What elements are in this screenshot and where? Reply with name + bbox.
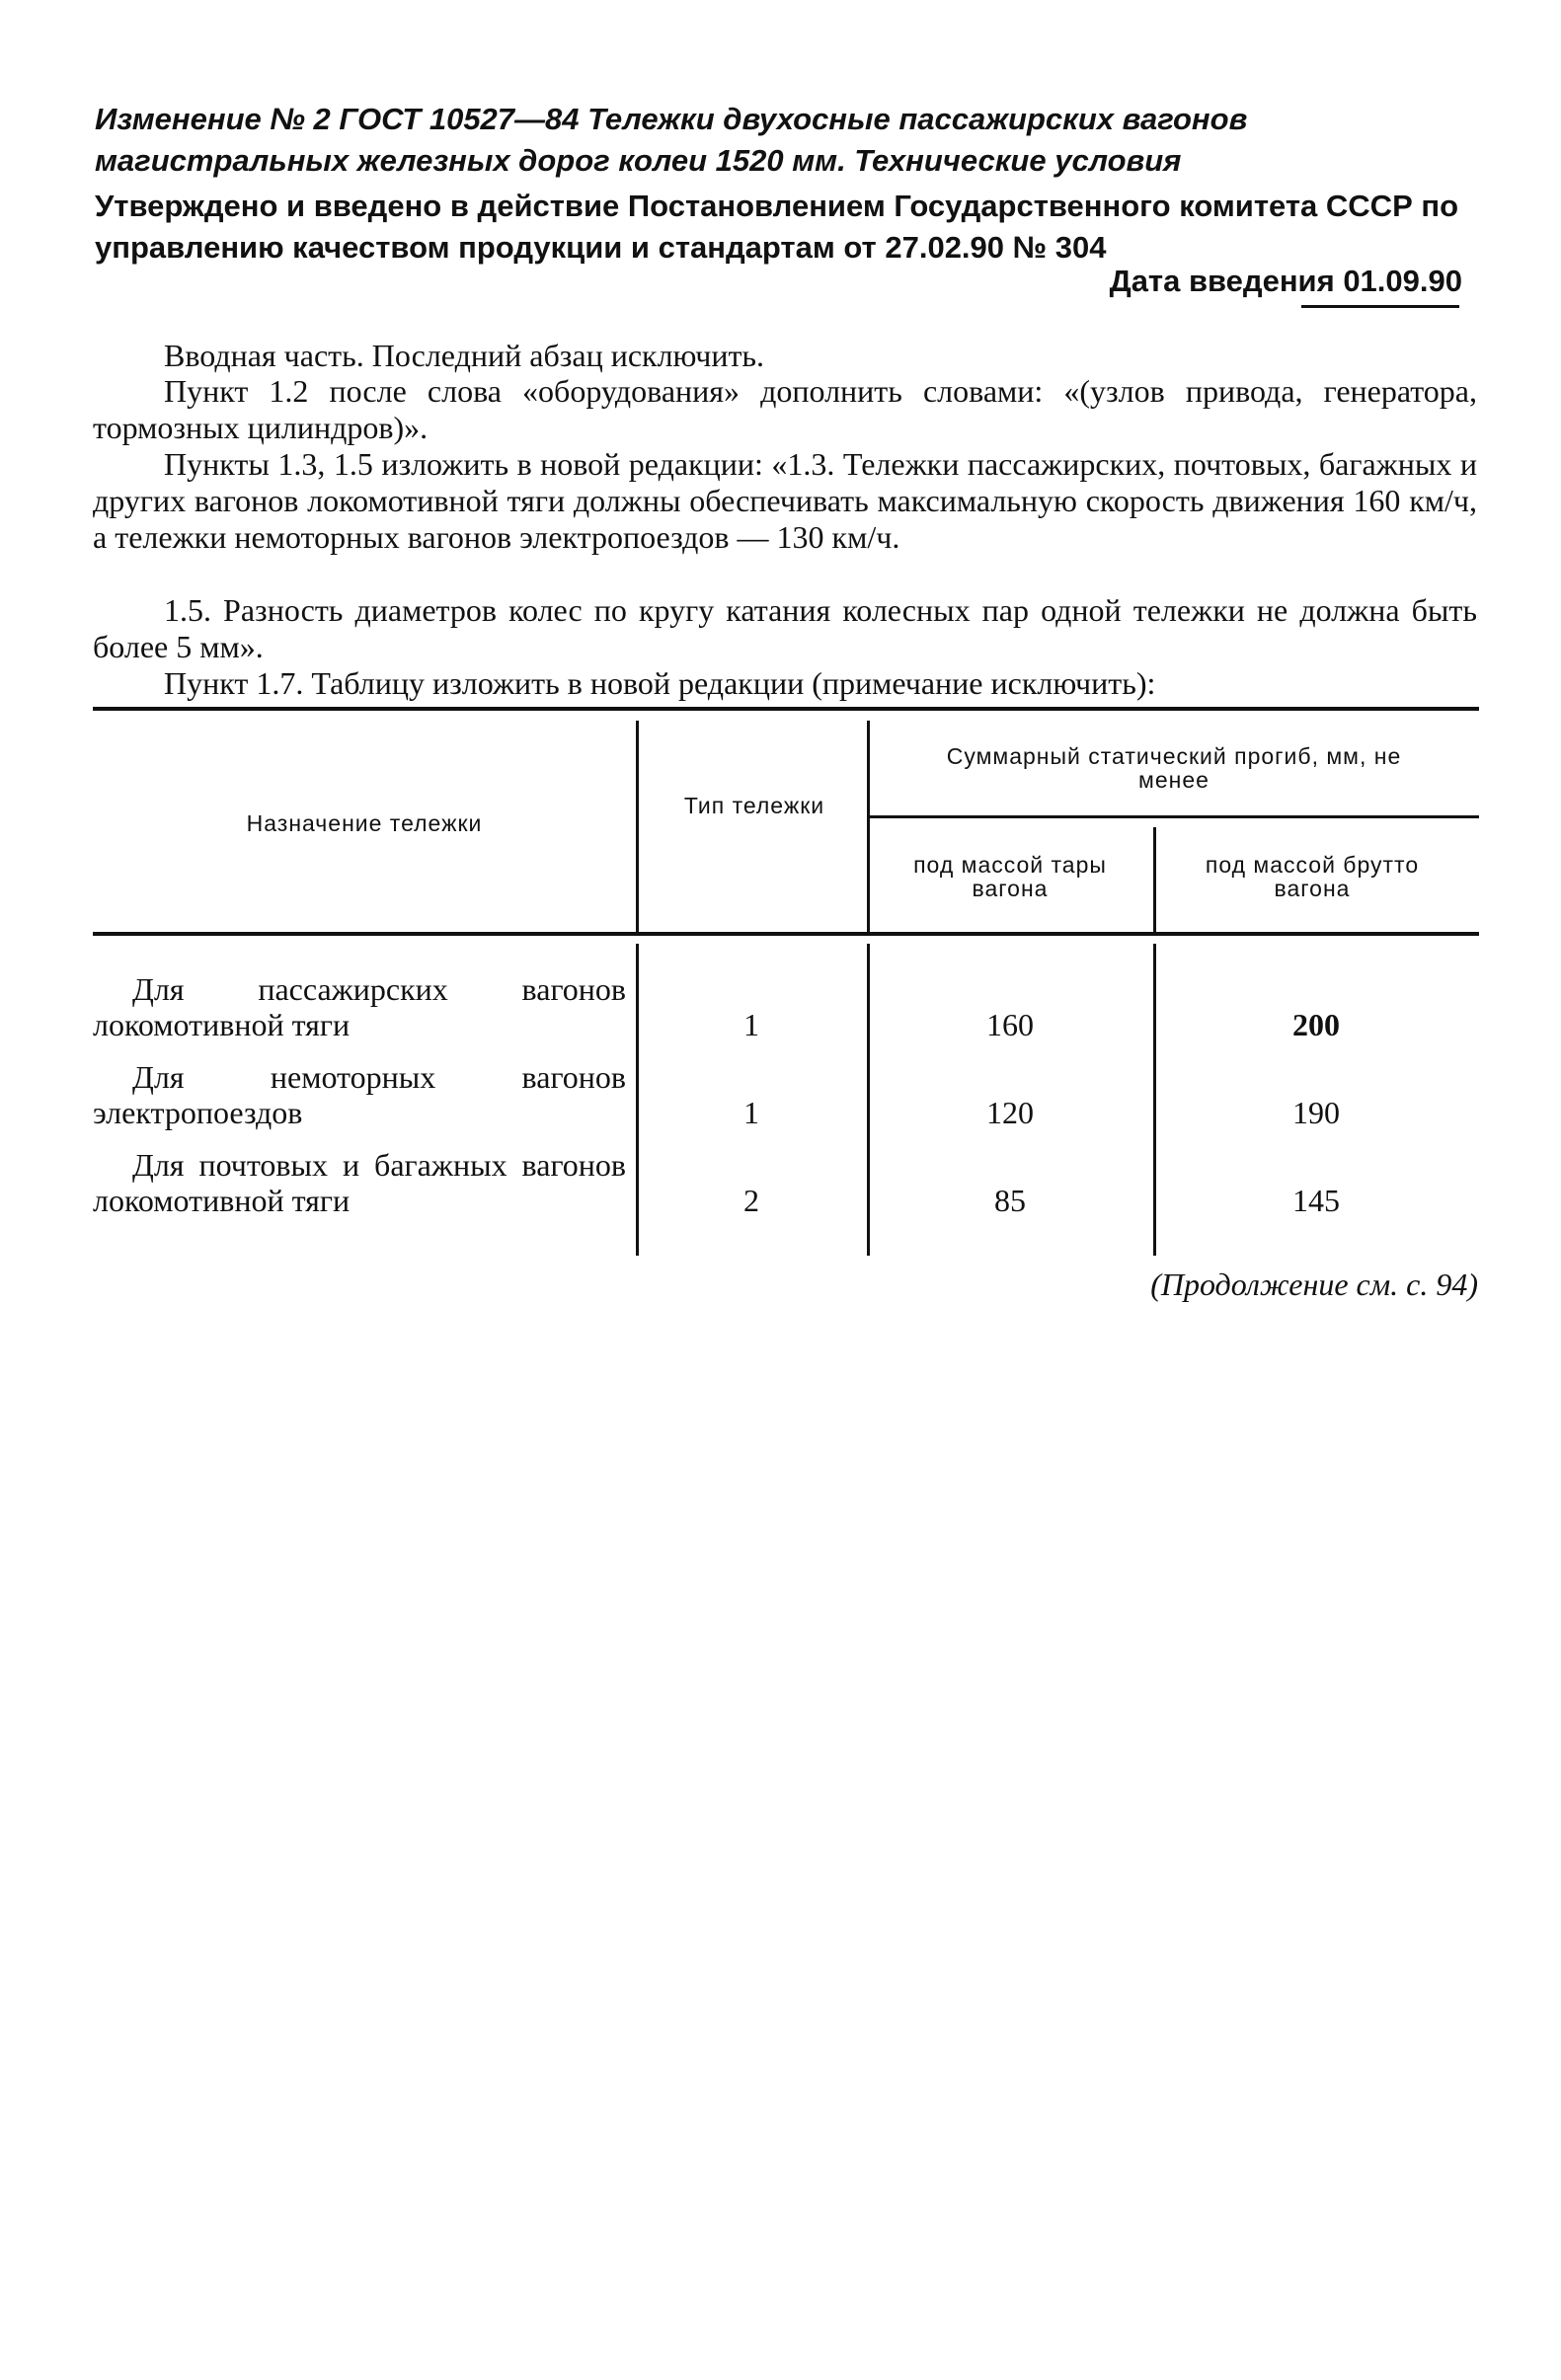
table-subheader-rule bbox=[867, 815, 1479, 818]
amendment-title bbox=[95, 99, 1467, 182]
header-tare: под массой тары вагона bbox=[913, 852, 1107, 901]
row-2-type: 1 bbox=[743, 1095, 759, 1130]
table-col-divider bbox=[867, 721, 870, 932]
row-2-gross: 190 bbox=[1292, 1095, 1340, 1130]
header-deflection-group: Суммарный статический прогиб, мм, не менее bbox=[946, 743, 1402, 793]
effective-date: Дата введения 01.09.90 bbox=[1109, 264, 1462, 298]
continuation-note: (Продолжение см. с. 94) bbox=[1150, 1267, 1478, 1302]
amendment-title-text: Изменение № 2 ГОСТ 10527—84 Тележки двухосные пассажирских вагонов магистральных железных дорог колеи 1520 мм. Технические условия bbox=[95, 102, 1248, 178]
paragraph-intro: Вводная часть. Последний абзац исключить. bbox=[164, 338, 765, 373]
row-1-type: 1 bbox=[743, 1007, 759, 1042]
approval-text: Утверждено и введено в действие Постановлением Государственного комитета СССР по управлению качеством продукции и стандартам от 27.02.90 № 304 bbox=[95, 189, 1459, 265]
row-2-purpose: Для немоторных вагонов электропоездов bbox=[93, 1059, 626, 1130]
row-3-type: 2 bbox=[743, 1183, 759, 1218]
paragraph-clause-1-5: 1.5. Разность диаметров колес по кругу катания колесных пар одной тележки не должна быть более 5 мм». bbox=[93, 592, 1477, 664]
header-gross: под массой брутто вагона bbox=[1205, 852, 1420, 901]
row-1-purpose: Для пассажирских вагонов локомотивной тяги bbox=[93, 971, 626, 1042]
date-underline bbox=[1301, 305, 1459, 308]
header-type: Тип тележки bbox=[683, 793, 825, 818]
row-3-purpose: Для почтовых и багажных вагонов локомотивной тяги bbox=[93, 1147, 626, 1218]
row-1-gross: 200 bbox=[1292, 1007, 1340, 1042]
paragraph-clause-1-7: Пункт 1.7. Таблицу изложить в новой редакции (примечание исключить): bbox=[164, 665, 1156, 701]
table-header-rule bbox=[93, 932, 1479, 936]
table-col-divider bbox=[1153, 827, 1156, 932]
paragraph-clause-1-3: Пункты 1.3, 1.5 изложить в новой редакции: «1.3. Тележки пассажирских, почтовых, багажных и других вагонов локомотивной тяги должны обеспечивать максимальную скорость движения 160 км/ч, а тележки немоторных вагонов электропоездов — 130 км/ч. bbox=[93, 446, 1477, 555]
paragraph-clause-1-2: Пункт 1.2 после слова «оборудования» дополнить словами: «(узлов привода, генератора, тормозных цилиндров)». bbox=[93, 373, 1477, 445]
table-top-rule bbox=[93, 707, 1479, 711]
row-3-tare: 85 bbox=[994, 1183, 1026, 1218]
row-1-tare: 160 bbox=[986, 1007, 1034, 1042]
table-col-divider bbox=[636, 721, 639, 932]
row-2-tare: 120 bbox=[986, 1095, 1034, 1130]
header-purpose: Назначение тележки bbox=[246, 810, 483, 836]
row-3-gross: 145 bbox=[1292, 1183, 1340, 1218]
